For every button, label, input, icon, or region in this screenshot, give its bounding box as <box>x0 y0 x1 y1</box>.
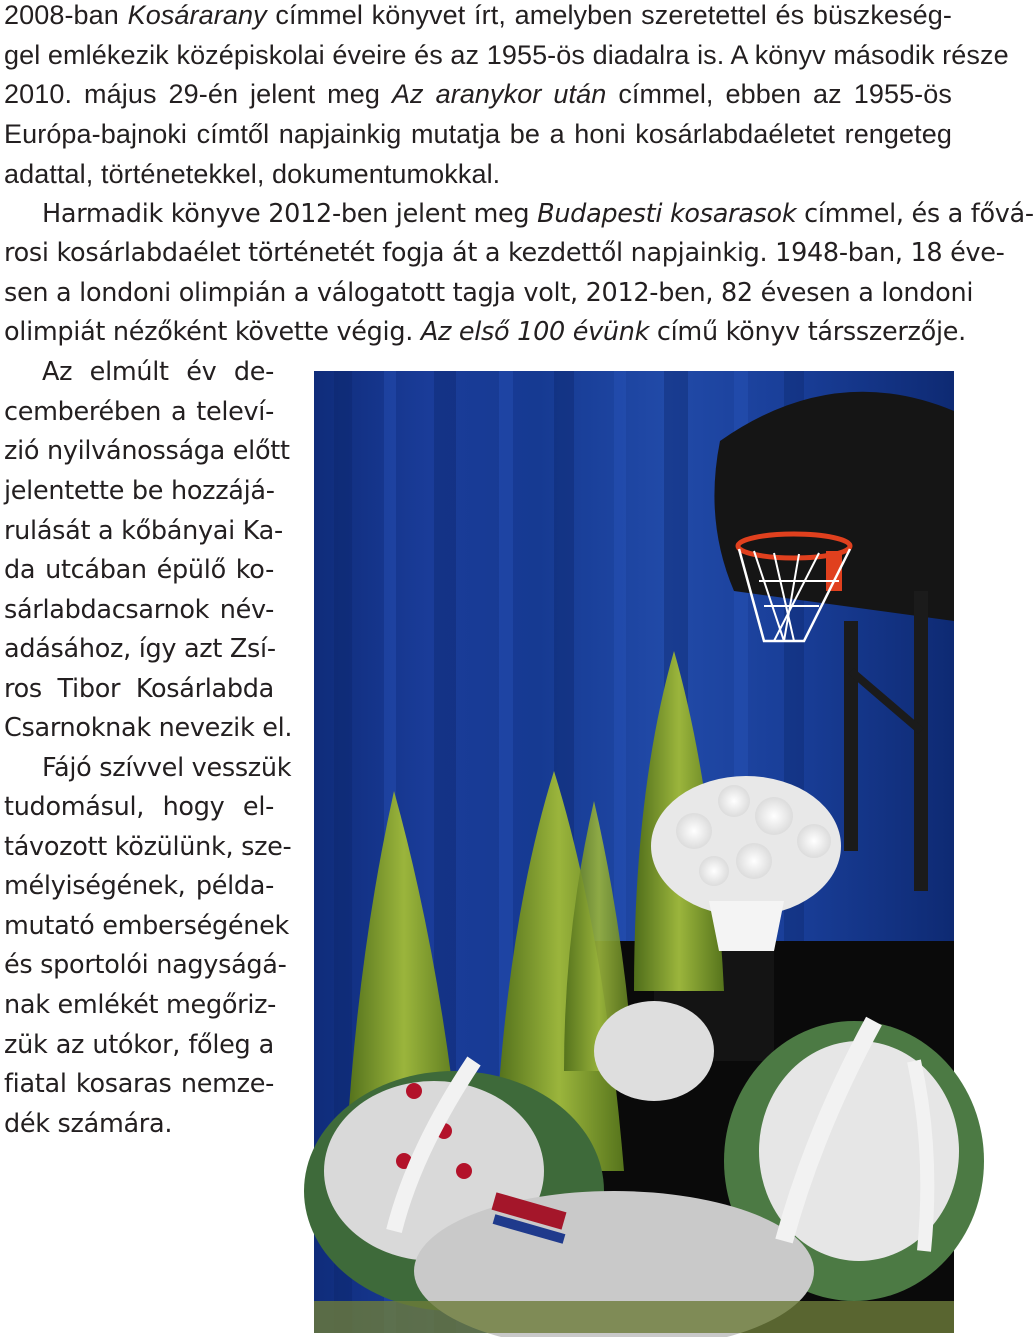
text-line: nak emlékét megőriz- <box>4 990 277 1020</box>
text-line: da utcában épülő ko- <box>4 555 274 585</box>
text-line: távozott közülünk, sze- <box>4 832 292 862</box>
text-line: adásához, így azt Zsí- <box>4 634 276 664</box>
text-line: zió nyilvánossága előtt <box>4 436 290 466</box>
text-line: adattal, történetekkel, dokumentumokkal. <box>4 159 501 189</box>
text-line: Csarnoknak nevezik el. <box>4 713 293 743</box>
text-line: dék számára. <box>4 1109 173 1139</box>
text-line: tudomásul, hogy el- <box>4 792 274 822</box>
text-line: ros Tibor Kosárlabda <box>4 674 274 704</box>
text-line: 2010. május 29-én jelent meg Az aranykor után címmel, ebben az 1955-ös <box>4 79 952 109</box>
text-line: sárlabdacsarnok név- <box>4 595 274 625</box>
text-line: rulását a kőbányai Ka- <box>4 516 283 546</box>
text-line: gel emlékezik középiskolai éveire és az 1955-ös diadalra is. A könyv második része <box>4 40 1009 70</box>
memorial-scene <box>314 371 954 1333</box>
text-line: és sportolói nagyságá- <box>4 950 287 980</box>
text-line: olimpiát nézőként követte végig. Az első 100 évünk című könyv társszerzője. <box>4 317 966 347</box>
text-line: sen a londoni olimpián a válogatott tagja volt, 2012-ben, 82 évesen a londoni <box>4 278 974 308</box>
text-line: Fájó szívvel vesszük <box>42 753 292 783</box>
text-line: mutató emberségének <box>4 911 289 941</box>
text-line: zük az utókor, főleg a <box>4 1030 274 1060</box>
text-line: cemberében a televí- <box>4 397 274 427</box>
text-line: Harmadik könyve 2012-ben jelent meg Budapesti kosarasok címmel, és a fővá- <box>42 199 1034 229</box>
text-line: jelentette be hozzájá- <box>4 476 275 506</box>
text-line: Európa-bajnoki címtől napjainkig mutatja be a honi kosárlabdaéletet rengeteg <box>4 119 952 149</box>
memorial-photo <box>314 371 954 1333</box>
text-line: Az elmúlt év de- <box>42 357 274 387</box>
text-line: fiatal kosaras nemze- <box>4 1069 274 1099</box>
text-line: rosi kosárlabdaélet történetét fogja át a kezdettől napjainkig. 1948-ban, 18 éve- <box>4 238 1005 268</box>
text-line: mélyiségének, példa- <box>4 871 274 901</box>
text-line: 2008-ban Kosárarany címmel könyvet írt, amelyben szeretettel és büszkeség- <box>4 0 952 30</box>
